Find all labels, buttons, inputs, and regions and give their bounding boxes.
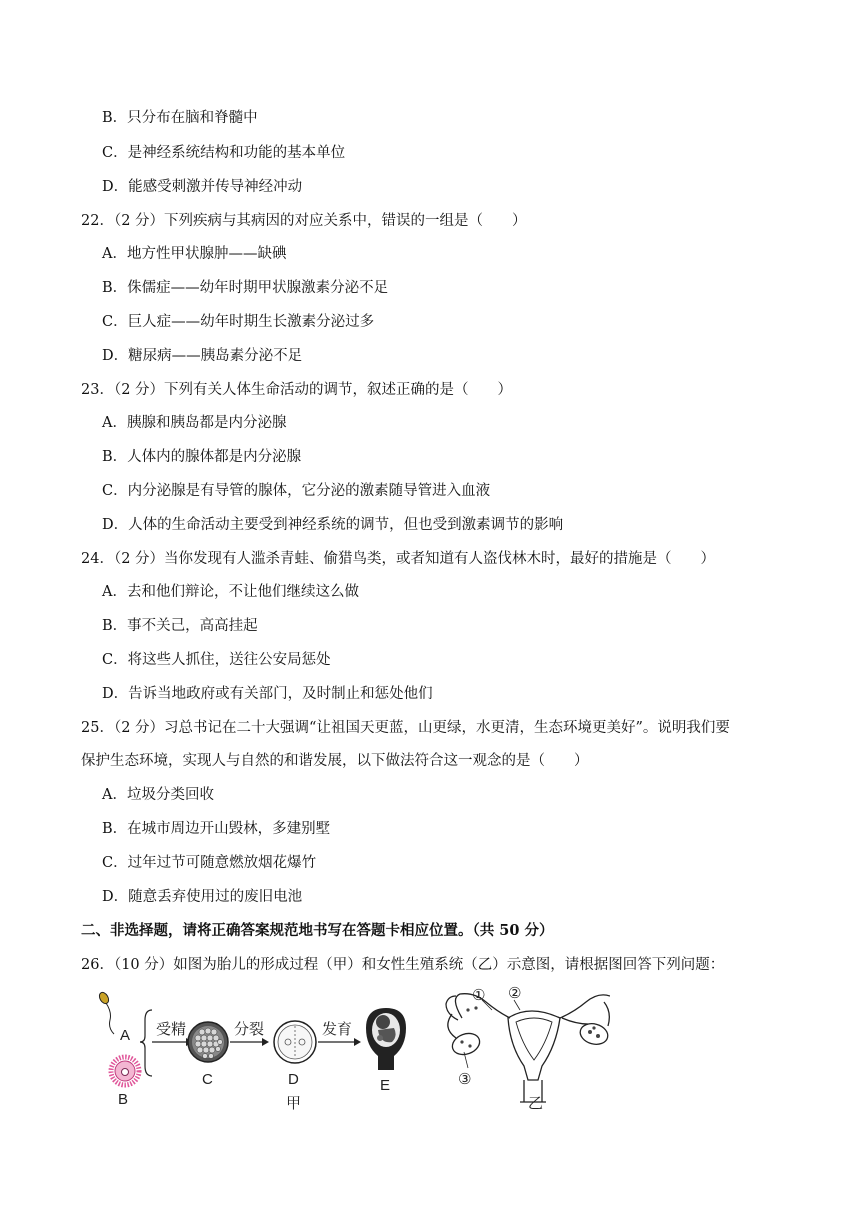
label-develop: 发育 bbox=[322, 1020, 353, 1038]
q21-option-b: B．只分布在脑和脊髓中 bbox=[102, 110, 258, 126]
sperm-drawing bbox=[98, 991, 114, 1034]
q22-option-b: B．侏儒症——幼年时期甲状腺激素分泌不足 bbox=[102, 280, 389, 296]
q24-option-b: B．事不关己，高高挂起 bbox=[102, 618, 258, 634]
q25-option-a: A．垃圾分类回收 bbox=[102, 787, 214, 803]
label-num-2: ② bbox=[508, 985, 522, 1002]
q25-stem-line1: 25．（2 分）习总书记在二十大强调“让祖国天更蓝，山更绿，水更清，生态环境更美好”。说明我们要 bbox=[81, 720, 730, 736]
morula-drawing bbox=[188, 1022, 228, 1062]
label-c: C bbox=[202, 1071, 213, 1088]
label-d: D bbox=[288, 1071, 299, 1088]
q21-option-c: C．是神经系统结构和功能的基本单位 bbox=[102, 145, 346, 161]
q24-option-d: D．告诉当地政府或有关部门，及时制止和惩处他们 bbox=[102, 686, 433, 702]
q23-stem: 23．（2 分）下列有关人体生命活动的调节，叙述正确的是（ ） bbox=[81, 382, 513, 398]
q23-option-a: A．胰腺和胰岛都是内分泌腺 bbox=[102, 415, 287, 431]
q24-stem: 24．（2 分）当你发现有人滥杀青蛙、偷猎鸟类，或者知道有人盗伐林木时，最好的措施是（ ） bbox=[81, 551, 716, 567]
label-jia: 甲 bbox=[286, 1094, 302, 1112]
q26-stem: 26．（10 分）如图为胎儿的形成过程（甲）和女性生殖系统（乙）示意图，请根据图回答下列问题： bbox=[81, 957, 725, 973]
label-b: B bbox=[118, 1091, 129, 1108]
q22-option-d: D．糖尿病——胰岛素分泌不足 bbox=[102, 348, 303, 364]
label-e: E bbox=[380, 1077, 391, 1094]
q22-option-c: C．巨人症——幼年时期生长激素分泌过多 bbox=[102, 314, 375, 330]
q26-figure bbox=[90, 984, 610, 1116]
reproductive-dots bbox=[460, 1006, 600, 1047]
brace-line bbox=[140, 1010, 152, 1076]
label-divide: 分裂 bbox=[234, 1020, 265, 1038]
q25-option-b: B．在城市周边开山毁林，多建别墅 bbox=[102, 821, 331, 837]
fetus-drawing bbox=[366, 1008, 406, 1070]
figure-svg bbox=[90, 984, 610, 1116]
q22-option-a: A．地方性甲状腺肿——缺碘 bbox=[102, 246, 287, 262]
q22-stem: 22．（2 分）下列疾病与其病因的对应关系中，错误的一组是（ ） bbox=[81, 213, 527, 229]
q23-option-b: B．人体内的腺体都是内分泌腺 bbox=[102, 449, 302, 465]
label-a: A bbox=[120, 1027, 131, 1044]
section-heading: 二、非选择题，请将正确答案规范地书写在答题卡相应位置。（共 50 分） bbox=[81, 922, 554, 939]
q23-option-c: C．内分泌腺是有导管的腺体，它分泌的激素随导管进入血液 bbox=[102, 483, 491, 499]
label-yi: 乙 bbox=[528, 1094, 544, 1112]
q24-option-a: A．去和他们辩论，不让他们继续这么做 bbox=[102, 584, 359, 600]
label-fertilize: 受精 bbox=[156, 1020, 187, 1038]
label-num-3: ③ bbox=[458, 1071, 472, 1088]
q25-stem-line2: 保护生态环境，实现人与自然的和谐发展，以下做法符合这一观念的是（ ） bbox=[81, 753, 589, 769]
q23-option-d: D．人体的生命活动主要受到神经系统的调节，但也受到激素调节的影响 bbox=[102, 517, 564, 533]
q25-option-c: C．过年过节可随意燃放烟花爆竹 bbox=[102, 855, 317, 871]
q21-option-d: D．能感受刺激并传导神经冲动 bbox=[102, 179, 303, 195]
embryo-drawing bbox=[274, 1021, 316, 1063]
label-num-1: ① bbox=[472, 987, 486, 1004]
q25-option-d: D．随意丢弃使用过的废旧电池 bbox=[102, 889, 303, 905]
egg-drawing bbox=[111, 1057, 139, 1085]
q24-option-c: C．将这些人抓住，送往公安局惩处 bbox=[102, 652, 331, 668]
